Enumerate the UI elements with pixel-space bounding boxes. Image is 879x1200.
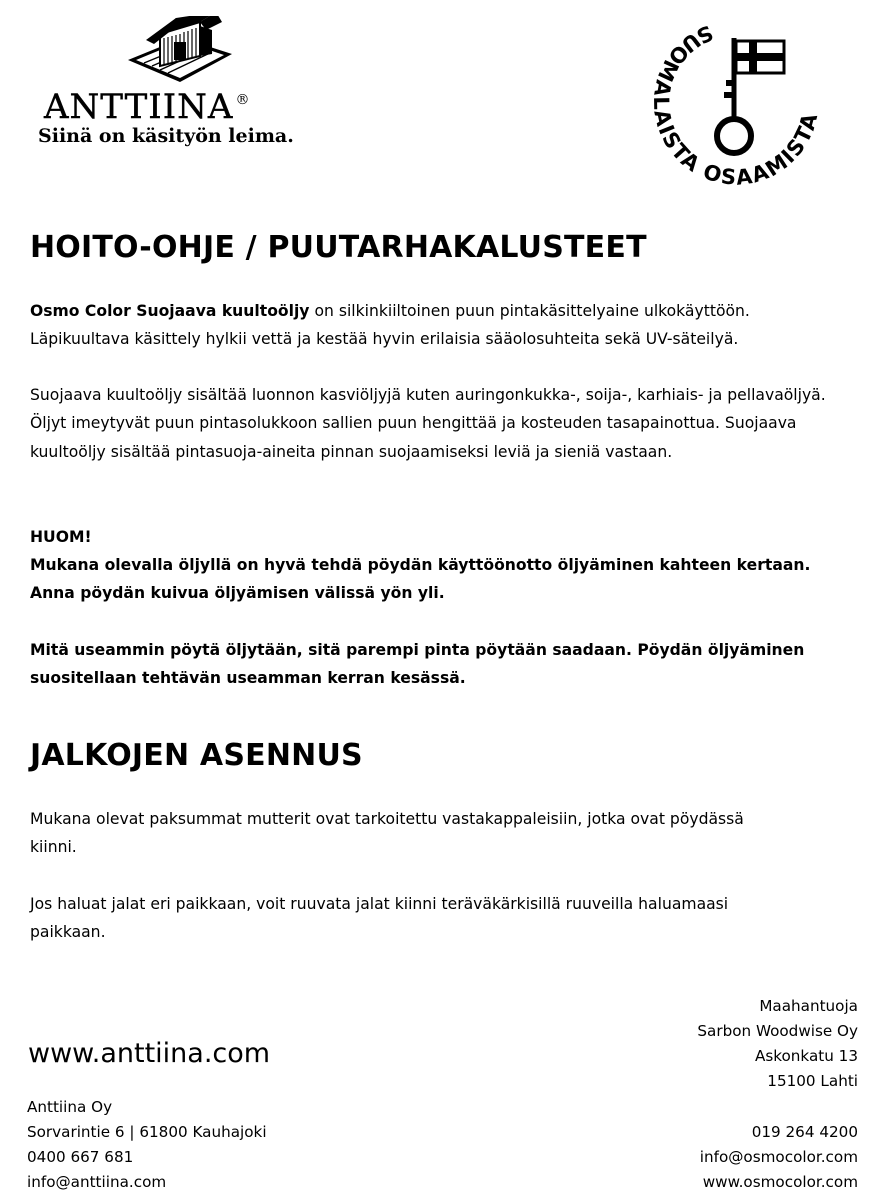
svg-text:SUOMALAISTA OSAAMISTA: SUOMALAISTA OSAAMISTA bbox=[648, 20, 823, 190]
key-flag-icon bbox=[717, 38, 784, 153]
nuts-paragraph: Mukana olevat paksummat mutterit ovat tarkoitettu vastakappaleisiin, jotka ovat pöydässä kiinni. bbox=[30, 810, 744, 857]
note-line-1: Mukana olevalla öljyllä on hyvä tehdä pöydän käyttöönotto öljyäminen kahteen kertaan. bbox=[30, 556, 811, 574]
anttiina-email[interactable]: info@anttiina.com bbox=[27, 1173, 167, 1191]
importer-email[interactable]: info@osmocolor.com bbox=[699, 1148, 858, 1166]
house-logo-icon bbox=[126, 16, 234, 84]
importer-website[interactable]: www.osmocolor.com bbox=[702, 1173, 858, 1191]
leg-placement-paragraph: Jos haluat jalat eri paikkaan, voit ruuvata jalat kiinni teräväkärkisillä ruuveilla haluamaasi paikkaan. bbox=[30, 895, 729, 942]
anttiina-logo bbox=[28, 14, 318, 154]
anttiina-phone: 0400 667 681 bbox=[27, 1148, 134, 1166]
anttiina-website[interactable]: www.anttiina.com bbox=[28, 1038, 271, 1069]
importer-phone: 019 264 4200 bbox=[751, 1123, 858, 1141]
note-heading: HUOM! bbox=[30, 528, 92, 546]
product-name: Osmo Color Suojaava kuultoöljy bbox=[30, 302, 310, 320]
importer-city: 15100 Lahti bbox=[767, 1072, 858, 1090]
intro-paragraph: Osmo Color Suojaava kuultoöljy on silkinkiiltoinen puun pintakäsittelyaine ulkokäyttöön. Läpikuultava käsittely hylkii vettä ja kestää hyvin erilaisia sääolosuhteita sekä UV-säteilyä. bbox=[30, 302, 750, 349]
brand-wordmark: ANTTIINA ® bbox=[44, 87, 251, 127]
care-instructions-title: HOITO-OHJE / PUUTARHAKALUSTEET bbox=[30, 230, 647, 265]
oil-ingredients-paragraph: Suojaava kuultoöljy sisältää luonnon kasviöljyjä kuten auringonkukka-, soija-, karhiais- ja pellavaöljyä. Öljyt imeytyvät puun pintasolukkoon sallien puun hengittää ja kosteuden tasapainottua. Suojaava kuultoöljy sisältää pintasuoja-aineita pinnan suojaamiseksi leviä ja sieniä vastaan. bbox=[30, 386, 826, 461]
note-line-2: Anna pöydän kuivua öljyämisen välissä yön yli. bbox=[30, 584, 445, 602]
importer-street: Askonkatu 13 bbox=[754, 1047, 858, 1065]
brand-tagline: Siinä on käsityön leima. bbox=[38, 125, 294, 147]
importer-label: Maahantuoja bbox=[759, 997, 858, 1015]
anttiina-company: Anttiina Oy bbox=[27, 1098, 113, 1116]
oiling-frequency-paragraph: Mitä useammin pöytä öljytään, sitä parempi pinta pöytään saadaan. Pöydän öljyäminen suositellaan tehtävän useamman kerran kesässä. bbox=[30, 641, 805, 688]
importer-company: Sarbon Woodwise Oy bbox=[697, 1022, 858, 1040]
anttiina-address: Sorvarintie 6 | 61800 Kauhajoki bbox=[27, 1123, 267, 1141]
leg-installation-title: JALKOJEN ASENNUS bbox=[30, 738, 363, 773]
suomalaista-osaamista-seal bbox=[630, 8, 830, 198]
